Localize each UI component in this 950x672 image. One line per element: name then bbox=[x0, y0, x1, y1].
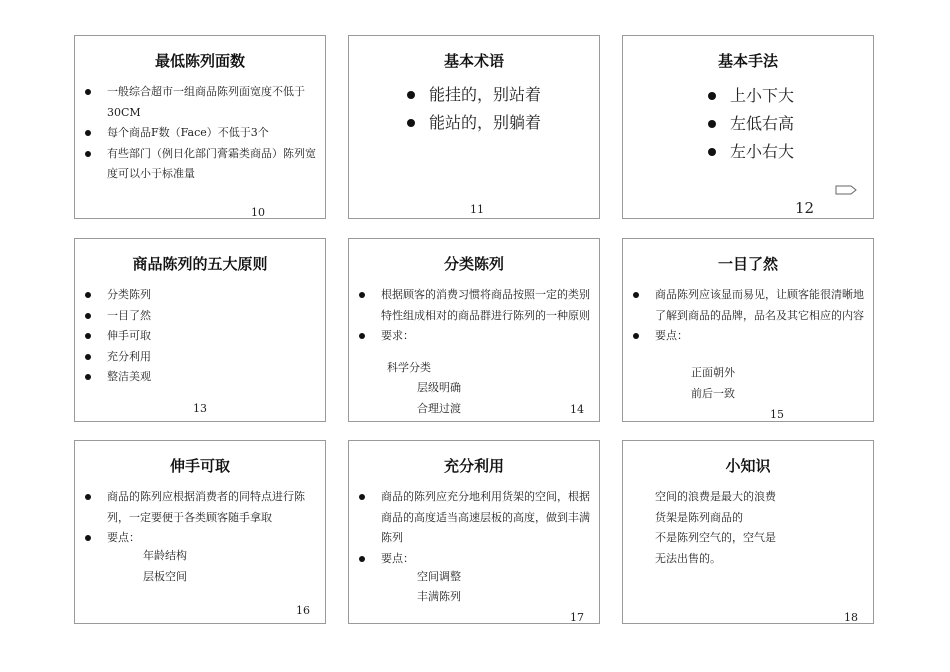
bullet-list bbox=[357, 487, 591, 569]
list-item: 每个商品F数（Face）不低于3个 bbox=[83, 123, 317, 144]
bullet-list bbox=[83, 82, 317, 185]
list-item: 要点： bbox=[83, 528, 317, 549]
list-item: 上小下大 bbox=[730, 82, 873, 110]
list-item: 商品陈列应该显而易见，让顾客能很清晰地了解到商品的品牌，品名及其它相应的内容 bbox=[631, 285, 865, 326]
list-item: 一般综合超市一组商品陈列面宽度不低于30CM bbox=[83, 82, 317, 123]
list-item: 整洁美观 bbox=[83, 367, 317, 388]
arrow-shape-icon bbox=[835, 184, 859, 196]
slide-title: 基本手法 bbox=[717, 52, 778, 70]
bullet-list bbox=[429, 81, 599, 137]
bullet-list bbox=[83, 487, 317, 549]
list-item: 有些部门（例日化部门膏霜类商品）陈列宽度可以小于标准量 bbox=[83, 144, 317, 185]
page-number: 11 bbox=[470, 203, 484, 216]
bullet-list bbox=[83, 285, 317, 388]
sub-item: 空间调整 bbox=[417, 570, 461, 583]
slide-18 bbox=[622, 440, 874, 624]
slide-13 bbox=[74, 238, 326, 422]
sub-item: 合理过渡 bbox=[417, 402, 461, 415]
page-number: 10 bbox=[251, 206, 265, 219]
bullet-list bbox=[631, 285, 865, 347]
page-number: 15 bbox=[770, 408, 784, 421]
sub-item: 丰满陈列 bbox=[417, 590, 461, 603]
page-number: 13 bbox=[193, 402, 207, 415]
sub-item: 前后一致 bbox=[691, 387, 735, 400]
list-item: 根据顾客的消费习惯将商品按照一定的类别特性组成相对的商品群进行陈列的一种原则 bbox=[357, 285, 591, 326]
list-item: 商品的陈列应充分地利用货架的空间，根据商品的高度适当高速层板的高度，做到丰满陈列 bbox=[357, 487, 591, 549]
page-number: 14 bbox=[570, 403, 584, 416]
slide-12 bbox=[622, 35, 874, 219]
text-line: 空间的浪费是最大的浪费 bbox=[655, 490, 776, 503]
sub-item: 正面朝外 bbox=[691, 366, 735, 379]
slide-14 bbox=[348, 238, 600, 422]
sub-item: 层级明确 bbox=[417, 381, 461, 394]
list-item: 分类陈列 bbox=[83, 285, 317, 306]
sub-item: 层板空间 bbox=[143, 570, 187, 583]
text-line: 货架是陈列商品的 bbox=[655, 510, 743, 524]
list-item: 商品的陈列应根据消费者的同特点进行陈列，一定要便于各类顾客随手拿取 bbox=[83, 487, 317, 528]
slide-10 bbox=[74, 35, 326, 219]
list-item: 一目了然 bbox=[83, 306, 317, 327]
slide-title: 充分利用 bbox=[443, 457, 504, 475]
slide-16 bbox=[74, 440, 326, 624]
slide-title: 分类陈列 bbox=[443, 255, 504, 273]
list-item: 能站的，别躺着 bbox=[429, 109, 599, 137]
list-item: 要求： bbox=[357, 326, 591, 347]
text-block bbox=[655, 487, 776, 569]
slide-title: 小知识 bbox=[725, 457, 771, 475]
sub-item: 科学分类 bbox=[387, 361, 431, 374]
bullet-list bbox=[357, 285, 591, 347]
slide-15 bbox=[622, 238, 874, 422]
list-item: 左低右高 bbox=[730, 110, 873, 138]
page-number: 16 bbox=[296, 604, 310, 617]
text-line: 不是陈列空气的，空气是 bbox=[655, 531, 776, 544]
list-item: 要点： bbox=[357, 549, 591, 570]
list-item: 能挂的，别站着 bbox=[429, 81, 599, 109]
sub-item: 年龄结构 bbox=[143, 549, 187, 562]
slide-title: 商品陈列的五大原则 bbox=[132, 255, 268, 273]
slide-title: 最低陈列面数 bbox=[154, 52, 245, 70]
list-item: 要点： bbox=[631, 326, 865, 347]
page-number: 12 bbox=[795, 199, 815, 217]
list-item: 充分利用 bbox=[83, 347, 317, 368]
slide-title: 基本术语 bbox=[443, 52, 504, 70]
list-item: 左小右大 bbox=[730, 138, 873, 166]
page-number: 17 bbox=[570, 611, 584, 624]
page-number: 18 bbox=[844, 611, 858, 624]
slide-11 bbox=[348, 35, 600, 219]
slide-title: 一目了然 bbox=[717, 255, 778, 273]
slide-title: 伸手可取 bbox=[169, 457, 230, 475]
slide-17 bbox=[348, 440, 600, 624]
bullet-list bbox=[730, 82, 873, 166]
text-line: 无法出售的。 bbox=[655, 551, 721, 565]
list-item: 伸手可取 bbox=[83, 326, 317, 347]
